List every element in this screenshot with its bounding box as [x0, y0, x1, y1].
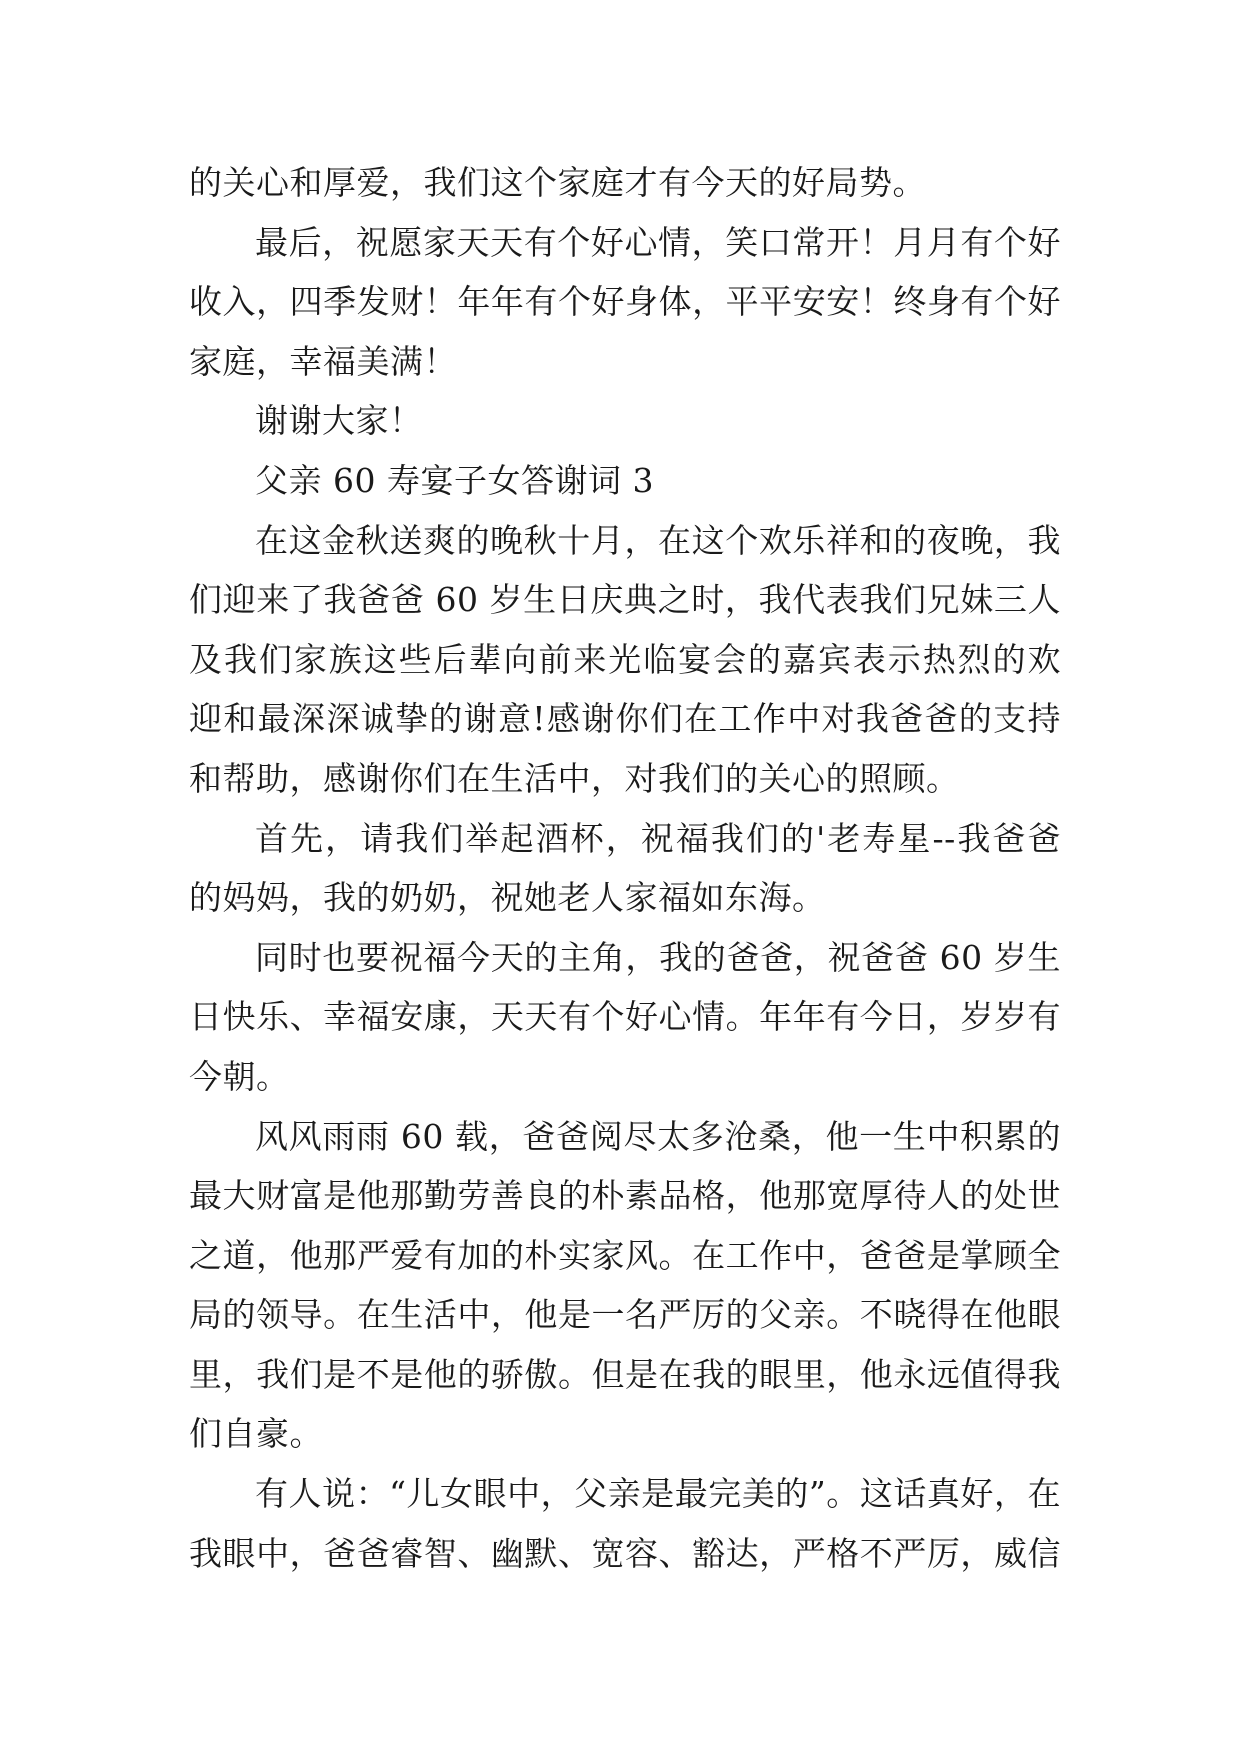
- section-heading: 父亲 60 寿宴子女答谢词 3: [255, 460, 654, 500]
- text-line: 谢谢大家！: [255, 401, 423, 441]
- text-line: 日快乐、幸福安康，天天有个好心情。年年有今日，岁岁有: [189, 997, 1061, 1037]
- text-line: 风风雨雨 60 载，爸爸阅尽太多沧桑，他一生中积累的: [255, 1116, 1061, 1156]
- text-line: 的关心和厚爱，我们这个家庭才有今天的好局势。: [189, 163, 926, 202]
- text-line: 有人说：“儿女眼中，父亲是最完美的”。这话真好，在: [255, 1474, 1061, 1514]
- text-line: 在这金秋送爽的晚秋十月，在这个欢乐祥和的夜晚，我: [255, 520, 1061, 560]
- text-line: 及我们家族这些后辈向前来光临宴会的嘉宾表示热烈的欢: [189, 639, 1061, 679]
- text-line: 首先，请我们举起酒杯，祝福我们的'老寿星--我爸爸: [255, 818, 1061, 858]
- text-line: 家庭，幸福美满！: [189, 341, 457, 381]
- text-line: 和帮助，感谢你们在生活中，对我们的关心的照顾。: [189, 758, 960, 798]
- text-line: 最后，祝愿家天天有个好心情，笑口常开！月月有个好: [255, 222, 1061, 262]
- text-line: 我眼中，爸爸睿智、幽默、宽容、豁达，严格不严厉，威信: [189, 1533, 1061, 1573]
- text-line: 收入，四季发财！年年有个好身体，平平安安！终身有个好: [189, 282, 1061, 322]
- text-line: 局的领导。在生活中，他是一名严厉的父亲。不晓得在他眼: [189, 1295, 1061, 1335]
- text-line: 的妈妈，我的奶奶，祝她老人家福如东海。: [189, 878, 826, 918]
- text-line: 之道，他那严爱有加的朴实家风。在工作中，爸爸是掌顾全: [189, 1235, 1061, 1275]
- body-text: [189, 153, 1061, 1583]
- text-line: 们自豪。: [189, 1414, 323, 1454]
- text-line: 今朝。: [189, 1056, 290, 1096]
- text-line: 同时也要祝福今天的主角，我的爸爸，祝爸爸 60 岁生: [255, 937, 1061, 977]
- text-line: 们迎来了我爸爸 60 岁生日庆典之时，我代表我们兄妹三人: [189, 580, 1061, 620]
- text-line: 迎和最深深诚挚的谢意!感谢你们在工作中对我爸爸的支持: [189, 699, 1061, 739]
- text-line: 最大财富是他那勤劳善良的朴素品格，他那宽厚待人的处世: [189, 1176, 1061, 1216]
- text-line: 里，我们是不是他的骄傲。但是在我的眼里，他永远值得我: [189, 1354, 1061, 1394]
